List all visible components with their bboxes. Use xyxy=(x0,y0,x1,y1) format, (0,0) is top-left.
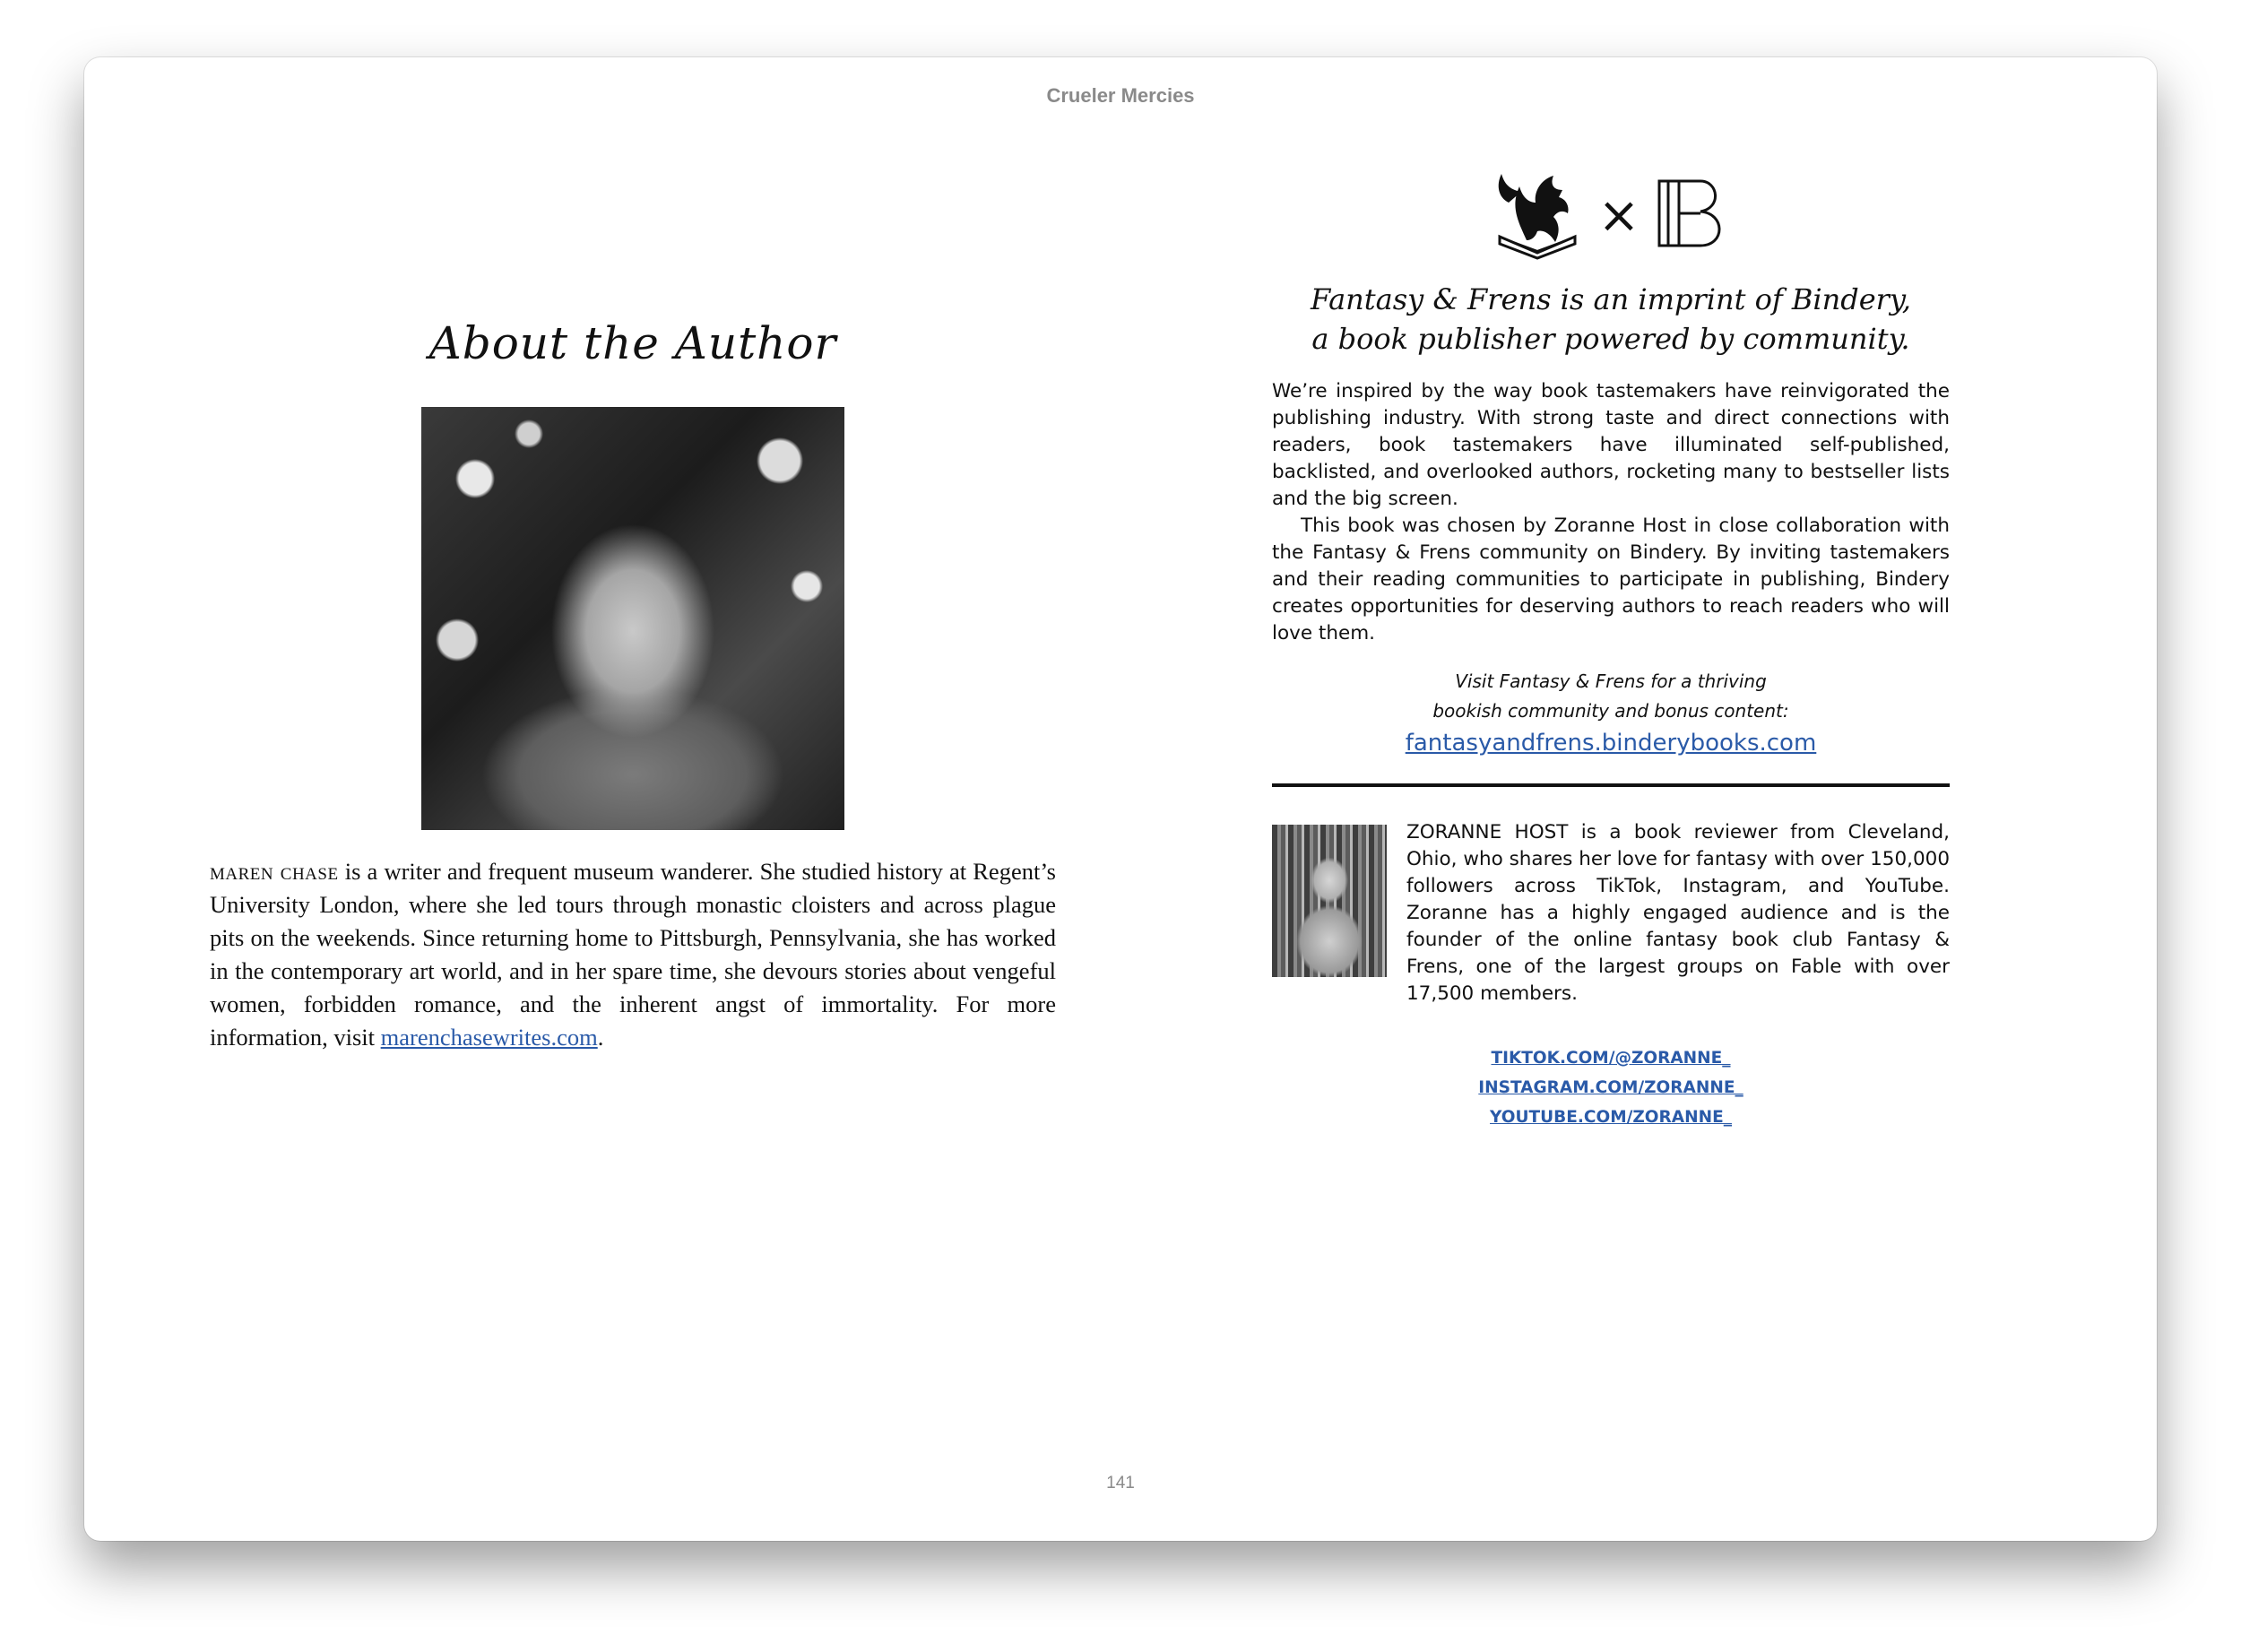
tiktok-link[interactable]: TIKTOK.COM/@ZORANNE_ xyxy=(1491,1049,1731,1068)
about-author-heading: About the Author xyxy=(428,317,837,369)
host-socials xyxy=(1406,1043,1815,1132)
publisher-logos xyxy=(1272,165,1950,265)
host-photo xyxy=(1272,825,1387,977)
reader-window xyxy=(84,57,2157,1541)
left-page xyxy=(210,192,1056,1051)
author-website-link[interactable]: marenchasewrites.com xyxy=(380,1024,598,1051)
host-bio: ZORANNE HOST is a book reviewer from Cleveland, Ohio, who shares her love for fantasy with over 150,000 followers across TikTok, Instagram, and YouTube. Zoranne has a highly engaged audience and is the founder of the online fantasy book club Fantasy & Frens, one of the largest groups on Fable with over 17,500 members. xyxy=(1406,821,1950,1005)
dragon-book-logo-icon xyxy=(1491,167,1584,264)
author-bio xyxy=(210,855,1056,1054)
visit-line-2: bookish community and bonus content: xyxy=(1432,700,1789,722)
section-divider xyxy=(1272,783,1950,787)
imprint-paragraph-1: We’re inspired by the way book tastemakers have reinvigorated the publishing industry. With strong taste and direct connections with readers, book tastemakers have illuminated self-published, backlisted, and overlooked authors, rocketing many to bestseller lists and the big screen. xyxy=(1272,380,1950,510)
page-number: 141 xyxy=(1106,1474,1135,1492)
right-page xyxy=(1272,165,1950,1132)
logo-separator: × xyxy=(1597,186,1640,245)
visit-line-1: Visit Fantasy & Frens for a thriving xyxy=(1455,670,1767,692)
fantasy-frens-link[interactable]: fantasyandfrens.binderybooks.com xyxy=(1405,730,1817,757)
imprint-tagline xyxy=(1272,280,1950,359)
imprint-paragraph-2: This book was chosen by Zoranne Host in close collaboration with the Fantasy & Frens community on Bindery. By inviting tastemakers and their reading communities to participate in publishing, Bindery creates opportunities for deserving authors to reach readers who will love them. xyxy=(1272,515,1950,644)
author-photo xyxy=(421,407,844,830)
author-name: maren chase xyxy=(210,858,339,885)
tagline-line-2: a book publisher powered by community. xyxy=(1311,322,1910,356)
host-section xyxy=(1272,821,1950,1013)
author-bio-text: is a writer and frequent museum wanderer. She studied history at Regent’s University London, where she led tours through monastic cloisters and across plague pits on the weekends. Since returning home to Pittsburgh, Pennsylvania, she has worked in the contemporary art world, and in her spare time, she devours stories about vengeful women, forbidden romance, and the inherent angst of immortality. For more information, visit xyxy=(210,858,1056,1051)
author-bio-end: . xyxy=(597,1024,604,1051)
youtube-link[interactable]: YOUTUBE.COM/ZORANNE_ xyxy=(1490,1108,1732,1127)
tagline-line-1: Fantasy & Frens is an imprint of Bindery, xyxy=(1311,282,1911,316)
instagram-link[interactable]: INSTAGRAM.COM/ZORANNE_ xyxy=(1478,1078,1743,1097)
window-title: Crueler Mercies xyxy=(1046,84,1195,107)
bindery-logo-icon xyxy=(1654,172,1731,259)
visit-callout xyxy=(1272,667,1950,726)
imprint-description xyxy=(1272,378,1950,647)
